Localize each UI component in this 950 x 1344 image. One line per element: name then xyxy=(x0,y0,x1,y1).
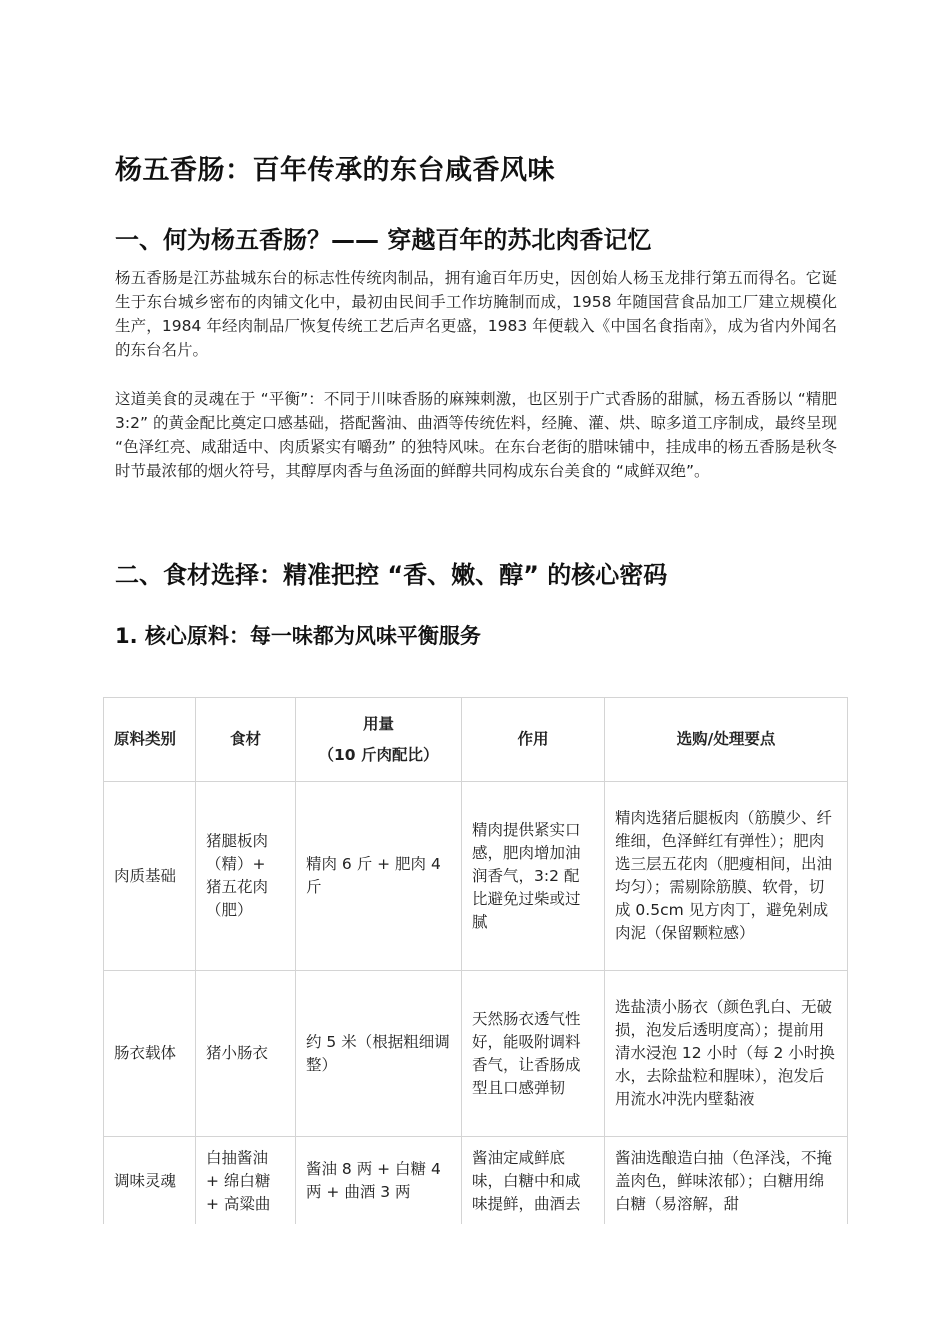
header-amount-line2: （10 斤肉配比） xyxy=(318,745,439,764)
cell-role: 天然肠衣透气性好，能吸附调料香气，让香肠成型且口感弹韧 xyxy=(462,971,605,1137)
table-header-row xyxy=(104,698,848,782)
cell-tips: 选盐渍小肠衣（颜色乳白、无破损，泡发后透明度高）；提前用清水浸泡 12 小时（每 2 小时换水，去除盐粒和腥味），泡发后用流水冲洗内壁黏液 xyxy=(605,971,848,1137)
ingredients-table xyxy=(103,697,848,1224)
section-2-heading: 二、食材选择：精准把控 “香、嫩、醇” 的核心密码 xyxy=(115,561,668,589)
header-ingredient: 食材 xyxy=(196,698,296,782)
cell-tips: 酱油选酿造白抽（色泽浅，不掩盖肉色，鲜味浓郁）；白糖用绵白糖（易溶解，甜 xyxy=(605,1137,848,1225)
header-amount xyxy=(296,698,462,782)
cell-category: 肠衣载体 xyxy=(104,971,196,1137)
cell-category: 肉质基础 xyxy=(104,782,196,971)
table-row xyxy=(104,1137,848,1225)
cell-ingredient: 猪小肠衣 xyxy=(196,971,296,1137)
header-category: 原料类别 xyxy=(104,698,196,782)
header-amount-line1: 用量 xyxy=(362,714,394,733)
section-2-subheading: 1. 核心原料：每一味都为风味平衡服务 xyxy=(115,624,481,648)
cell-tips: 精肉选猪后腿板肉（筋膜少、纤维细，色泽鲜红有弹性）；肥肉选三层五花肉（肥瘦相间，出油均匀）；需剔除筋膜、软骨，切成 0.5cm 见方肉丁，避免剁成肉泥（保留颗粒感） xyxy=(605,782,848,971)
cell-amount: 约 5 米（根据粗细调整） xyxy=(296,971,462,1137)
header-tips: 选购/处理要点 xyxy=(605,698,848,782)
cell-category: 调味灵魂 xyxy=(104,1137,196,1225)
cell-ingredient: 猪腿板肉（精）+ 猪五花肉（肥） xyxy=(196,782,296,971)
section-1-heading: 一、何为杨五香肠？—— 穿越百年的苏北肉香记忆 xyxy=(115,226,652,254)
document-title: 杨五香肠：百年传承的东台咸香风味 xyxy=(115,155,555,186)
cell-role: 精肉提供紧实口感，肥肉增加油润香气，3:2 配比避免过柴或过腻 xyxy=(462,782,605,971)
cell-amount: 酱油 8 两 + 白糖 4 两 + 曲酒 3 两 xyxy=(296,1137,462,1225)
cell-ingredient: 白抽酱油 + 绵白糖 + 高粱曲 xyxy=(196,1137,296,1225)
table-row xyxy=(104,782,848,971)
header-role: 作用 xyxy=(462,698,605,782)
section-1-paragraph-1: 杨五香肠是江苏盐城东台的标志性传统肉制品，拥有逾百年历史，因创始人杨玉龙排行第五而得名。它诞生于东台城乡密布的肉铺文化中，最初由民间手工作坊腌制而成，1958 年随国营食品加工厂建立规模化生产，1984 年经肉制品厂恢复传统工艺后声名更盛，1983 年便载入《中国名食指南》，成为省内外闻名的东台名片。 xyxy=(115,269,837,359)
cell-role: 酱油定咸鲜底味，白糖中和咸味提鲜，曲酒去 xyxy=(462,1137,605,1225)
section-1-paragraph-2: 这道美食的灵魂在于 “平衡”：不同于川味香肠的麻辣刺激，也区别于广式香肠的甜腻，杨五香肠以 “精肥 3:2” 的黄金配比奠定口感基础，搭配酱油、曲酒等传统佐料，经腌、灌、烘、晾多道工序制成，最终呈现 “色泽红亮、咸甜适中、肉质紧实有嚼劲” 的独特风味。在东台老街的腊味铺中，挂成串的杨五香肠是秋冬时节最浓郁的烟火符号，其醇厚肉香与鱼汤面的鲜醇共同构成东台美食的 “咸鲜双绝”。 xyxy=(115,390,837,480)
table-row xyxy=(104,971,848,1137)
cell-amount: 精肉 6 斤 + 肥肉 4 斤 xyxy=(296,782,462,971)
